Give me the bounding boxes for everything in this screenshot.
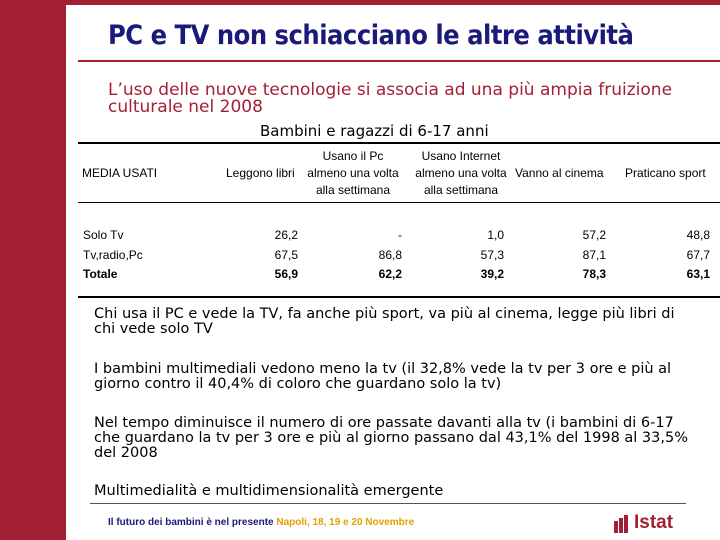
cell: 39,2 — [480, 267, 504, 281]
footer-rule — [90, 503, 686, 504]
header-media-usati: MEDIA USATI — [82, 166, 158, 180]
cell: - — [398, 228, 402, 242]
header-leggono-libri: Leggono libri — [226, 166, 295, 180]
paragraph: Chi usa il PC e vede la TV, fa anche più sport, va più al cinema, legge più libri di chi vede solo TV — [94, 306, 675, 337]
top-accent-bar — [66, 0, 720, 5]
title-underline — [78, 60, 720, 62]
cell: 63,1 — [686, 267, 710, 281]
header-vanno-cinema: Vanno al cinema — [515, 166, 604, 180]
cell: 57,2 — [582, 228, 606, 242]
cell: 62,2 — [378, 267, 402, 281]
sidebar-band — [0, 0, 66, 540]
cell: 48,8 — [686, 228, 710, 242]
header-line: almeno una volta — [307, 166, 399, 180]
table-header-rule — [78, 202, 720, 203]
header-line: alla settimana — [423, 183, 499, 197]
row-label: Solo Tv — [83, 228, 124, 242]
slide-title: PC e TV non schiacciano le altre attività — [108, 20, 634, 51]
cell: 67,5 — [274, 248, 298, 262]
table-top-rule — [78, 142, 720, 144]
header-usano-pc — [303, 148, 403, 199]
paragraph: I bambini multimediali vedono meno la tv (il 32,8% vede la tv per 3 ore e più al giorno contro il 40,4% di coloro che guardano solo la tv) — [94, 361, 672, 392]
header-line: almeno una volta — [415, 166, 507, 180]
cell: 78,3 — [582, 267, 606, 281]
paragraph: Multimedialità e multidimensionalità emergente — [94, 483, 444, 499]
header-line: Usano Internet — [421, 149, 501, 163]
row-label: Tv,radio,Pc — [83, 248, 143, 262]
row-label-total: Totale — [83, 267, 118, 281]
header-usano-internet — [409, 148, 513, 199]
istat-logo-text: Istat — [634, 512, 674, 533]
footer — [108, 517, 414, 528]
table-bottom-rule — [78, 296, 720, 298]
footer-date: Napoli, 18, 19 e 20 Novembre — [276, 517, 415, 528]
paragraph: Nel tempo diminuisce il numero di ore passate davanti alla tv (i bambini di 6-17 che guardano la tv per 3 ore e più al giorno passano dal 43,1% del 1998 al 33,5% del 2008 — [94, 415, 688, 461]
footer-event: Il futuro dei bambini è nel presente — [108, 517, 274, 528]
istat-logo-icon — [614, 515, 630, 533]
istat-logo — [614, 512, 686, 534]
cell: 86,8 — [378, 248, 402, 262]
cell: 26,2 — [274, 228, 298, 242]
cell: 1,0 — [487, 228, 504, 242]
cell: 87,1 — [582, 248, 606, 262]
left-sidebar — [0, 0, 78, 540]
population-label: Bambini e ragazzi di 6-17 anni — [260, 122, 489, 140]
slide-subtitle: L’uso delle nuove tecnologie si associa ad una più ampia fruizione culturale nel 2008 — [108, 80, 673, 117]
cell: 67,7 — [686, 248, 710, 262]
header-praticano-sport: Praticano sport — [625, 166, 706, 180]
cell: 56,9 — [274, 267, 298, 281]
header-line: alla settimana — [315, 183, 391, 197]
header-line: Usano il Pc — [322, 149, 384, 163]
cell: 57,3 — [480, 248, 504, 262]
